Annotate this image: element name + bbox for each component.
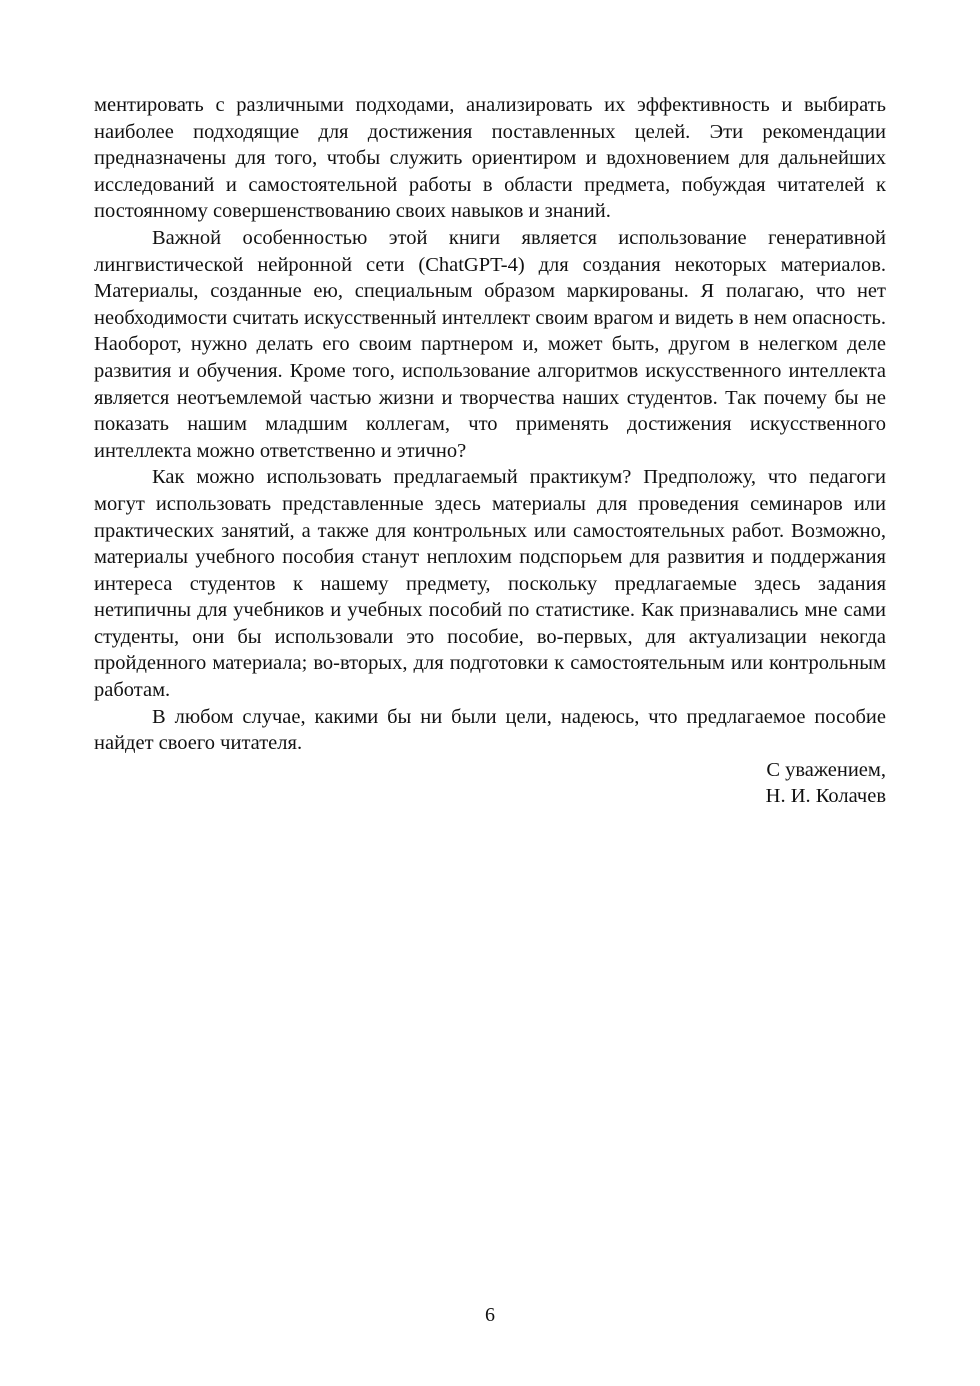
paragraph-continuation: ментировать с различными подходами, анализировать их эффективность и выбирать наиболее подходящие для достижения поставленных целей. Эти рекомендации предназначены для того, чтобы служить ориентиром и вдохновением для дальнейших исследований и самостоятельной работы в области предмета, побуждая читателей к постоянному совершенствованию своих навыков и знаний. — [94, 94, 886, 223]
signature-closing: С уважением, — [766, 758, 886, 781]
paragraph-chatgpt: Важной особенностью этой книги является использование генеративной лингвистической нейронной сети (ChatGPT-4) для создания некоторых материалов. Материалы, созданные ею, специальным образом маркированы. Я полагаю, что нет необходимости считать искусственный интеллект своим врагом и видеть в нем опасность. Наоборот, нужно делать его своим партнером и, может быть, другом в нелегком деле развития и обучения. Кроме того, использование алгоритмов искусственного интеллекта является неотъемлемой частью жизни и творчества наших студентов. Так почему бы не показать нашим младшим коллегам, что применять достижения искусственного интеллекта можно ответственно и этично? — [94, 226, 886, 462]
paragraph-usage: Как можно использовать предлагаемый практикум? Предположу, что педагоги могут использовать представленные здесь материалы для проведения семинаров или практических занятий, а также для контрольных или самостоятельных работ. Возможно, материалы учебного пособия станут неплохим подспорьем для развития и поддержания интереса студентов к нашему предмету, поскольку предлагаемые здесь задания нетипичны для учебников и учебных пособий по статистике. Как признавались мне сами студенты, они бы использовали это пособие, во-первых, для актуализации некогда пройденного материала; во-вторых, для подготовки к самостоятельным или контрольным работам. — [94, 466, 886, 702]
page-number: 6 — [485, 1304, 495, 1326]
body-text — [94, 92, 886, 810]
signature-author: Н. И. Колачев — [765, 785, 886, 808]
paragraph-conclusion: В любом случае, какими бы ни были цели, надеюсь, что предлагаемое пособие найдет своего читателя. — [94, 705, 886, 755]
